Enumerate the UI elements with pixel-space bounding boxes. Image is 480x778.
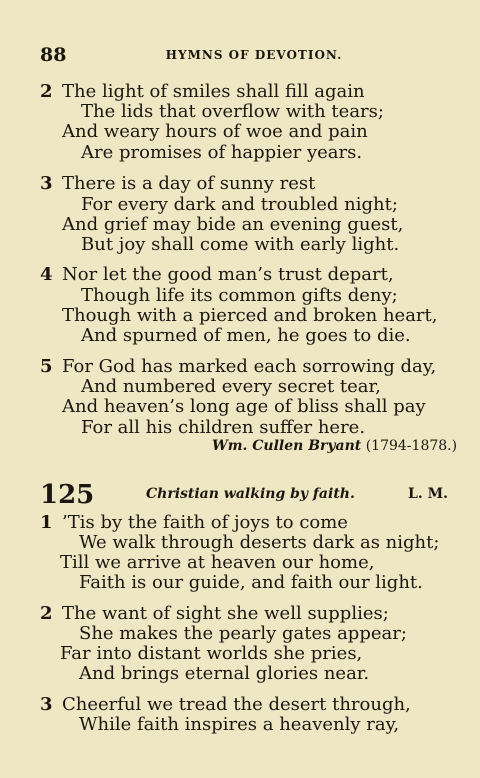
stanza-line: Though life its common gifts deny; [81, 285, 398, 306]
stanza-number: 3 [40, 173, 53, 194]
stanza-line: And grief may bide an evening guest, [62, 214, 404, 235]
page-header [40, 44, 440, 66]
hymn-heading [40, 480, 448, 510]
attribution [212, 438, 457, 454]
stanza-line: Faith is our guide, and faith our light. [79, 572, 423, 593]
stanza-line: 4 Nor let the good man’s trust depart, [40, 264, 394, 285]
stanza-line: We walk through deserts dark as night; [79, 532, 440, 553]
stanza-number: 5 [40, 356, 53, 377]
stanza-line: Far into distant worlds she pries, [60, 643, 363, 664]
stanza-line: 2 The light of smiles shall fill again [40, 81, 365, 102]
attribution-dates: (1794-1878.) [365, 438, 458, 454]
stanza-line: 3 Cheerful we tread the desert through, [40, 694, 411, 715]
hymn-number: 125 [40, 480, 95, 510]
hymn-title: Christian walking by faith. [146, 486, 355, 502]
attribution-author: Wm. Cullen Bryant [212, 438, 362, 454]
stanza-line: 1 ’Tis by the faith of joys to come [40, 512, 348, 533]
stanza-line: For all his children suffer here. [81, 417, 366, 438]
stanza-number: 4 [40, 264, 53, 285]
stanza-line: And brings eternal glories near. [79, 663, 370, 684]
stanza-number: 3 [40, 694, 53, 715]
stanza-line: Till we arrive at heaven our home, [60, 552, 375, 573]
stanza-number: 1 [40, 512, 53, 533]
stanza-line: And numbered every secret tear, [81, 376, 381, 397]
stanza-line: She makes the pearly gates appear; [79, 623, 407, 644]
stanza-line: 3 There is a day of sunny rest [40, 173, 316, 194]
stanza-line: 5 For God has marked each sorrowing day, [40, 356, 437, 377]
running-title: HYMNS OF DEVOTION. [165, 48, 343, 62]
page-number: 88 [40, 44, 67, 66]
hymn-meter: L. M. [408, 486, 448, 502]
stanza-line: 2 The want of sight she well supplies; [40, 603, 389, 624]
stanza-line: For every dark and troubled night; [81, 194, 398, 215]
stanza-line: But joy shall come with early light. [81, 234, 400, 255]
stanza-line: Are promises of happier years. [81, 142, 363, 163]
stanza-line: And weary hours of woe and pain [62, 121, 368, 142]
stanza-line: While faith inspires a heavenly ray, [79, 714, 400, 735]
stanza-line: And spurned of men, he goes to die. [81, 325, 411, 346]
stanza-line: Though with a pierced and broken heart, [62, 305, 438, 326]
stanza-line: The lids that overflow with tears; [81, 101, 384, 122]
stanza-number: 2 [40, 603, 53, 624]
stanza-line: And heaven’s long age of bliss shall pay [62, 396, 426, 417]
stanza-number: 2 [40, 81, 53, 102]
